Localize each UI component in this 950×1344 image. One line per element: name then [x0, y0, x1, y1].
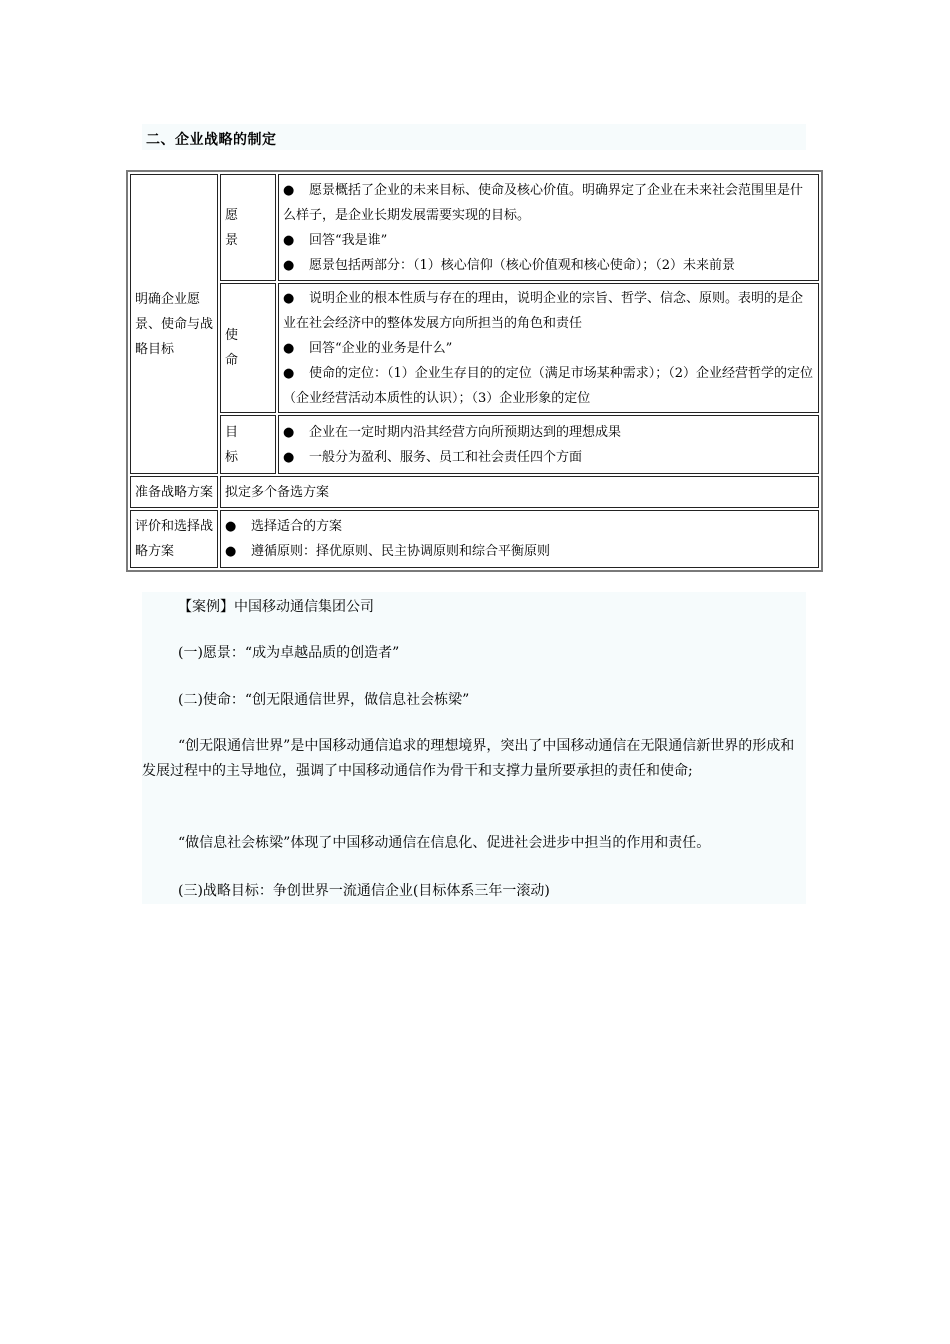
section-title: 二、企业战略的制定 [146, 132, 277, 148]
case-goal: (三)战略目标：争创世界一流通信企业(目标体系三年一滚动) [178, 883, 550, 899]
case-heading: 【案例】中国移动通信集团公司 [178, 599, 374, 615]
vision-item: 愿景概括了企业的未来目标、使命及核心价值。明确界定了企业在未来社会范围里是什么样子，是企业长期发展需要实现的目标。 [283, 182, 804, 223]
vision-content [278, 174, 819, 281]
vision-label: 愿 景 [220, 174, 276, 281]
goal-label: 目 标 [220, 415, 276, 474]
table-row [130, 510, 819, 568]
mission-item: 说明企业的根本性质与存在的理由，说明企业的宗旨、哲学、信念、原则。表明的是企业在社会经济中的整体发展方向所担当的角色和责任 [283, 290, 804, 331]
strategy-table [126, 170, 823, 572]
bullet-icon: ● [283, 182, 295, 198]
group-label: 明确企业愿景、使命与战略目标 [130, 174, 218, 474]
table-row [130, 415, 819, 474]
case-vision: (一)愿景：“成为卓越品质的创造者” [178, 645, 400, 661]
table-row [130, 283, 819, 413]
goal-content [278, 415, 819, 474]
mission-item: 回答“企业的业务是什么” [309, 340, 453, 356]
prepare-label: 准备战略方案 [130, 476, 218, 508]
vision-item: 愿景包括两部分：（1）核心信仰（核心价值观和核心使命）；（2）未来前景 [309, 257, 736, 273]
table-row [130, 174, 819, 281]
mission-item: 使命的定位：（1）企业生存目的的定位（满足市场某种需求）；（2）企业经营哲学的定位（企业经营活动本质性的认识）；（3）企业形象的定位 [283, 365, 814, 406]
bullet-icon: ● [283, 257, 295, 273]
bullet-icon: ● [283, 232, 295, 248]
table-row [130, 476, 819, 508]
bullet-icon: ● [283, 365, 295, 381]
case-paragraph: “做信息社会栋梁”体现了中国移动通信在信息化、促进社会进步中担当的作用和责任。 [178, 835, 711, 851]
goal-item: 企业在一定时期内沿其经营方向所预期达到的理想成果 [309, 424, 622, 440]
bullet-icon: ● [225, 544, 237, 559]
evaluate-content [220, 510, 819, 568]
mission-label: 使 命 [220, 283, 276, 413]
evaluate-item: 选择适合的方案 [251, 519, 343, 534]
bullet-icon: ● [225, 519, 237, 534]
bullet-icon: ● [283, 424, 295, 440]
evaluate-label: 评价和选择战略方案 [130, 510, 218, 568]
vision-item: 回答“我是谁” [309, 232, 388, 248]
goal-item: 一般分为盈利、服务、员工和社会责任四个方面 [309, 449, 583, 465]
section-title-band [142, 124, 806, 150]
case-study [142, 592, 806, 904]
mission-content [278, 283, 819, 413]
case-paragraph: “创无限通信世界”是中国移动通信追求的理想境界，突出了中国移动通信在无限通信新世界的形成和发展过程中的主导地位，强调了中国移动通信作为骨干和支撑力量所要承担的责任和使命; [142, 738, 795, 779]
prepare-content: 拟定多个备选方案 [220, 476, 819, 508]
case-mission: (二)使命：“创无限通信世界，做信息社会栋梁” [178, 692, 470, 708]
bullet-icon: ● [283, 449, 295, 465]
evaluate-item: 遵循原则：择优原则、民主协调原则和综合平衡原则 [251, 544, 551, 559]
bullet-icon: ● [283, 290, 295, 306]
bullet-icon: ● [283, 340, 295, 356]
